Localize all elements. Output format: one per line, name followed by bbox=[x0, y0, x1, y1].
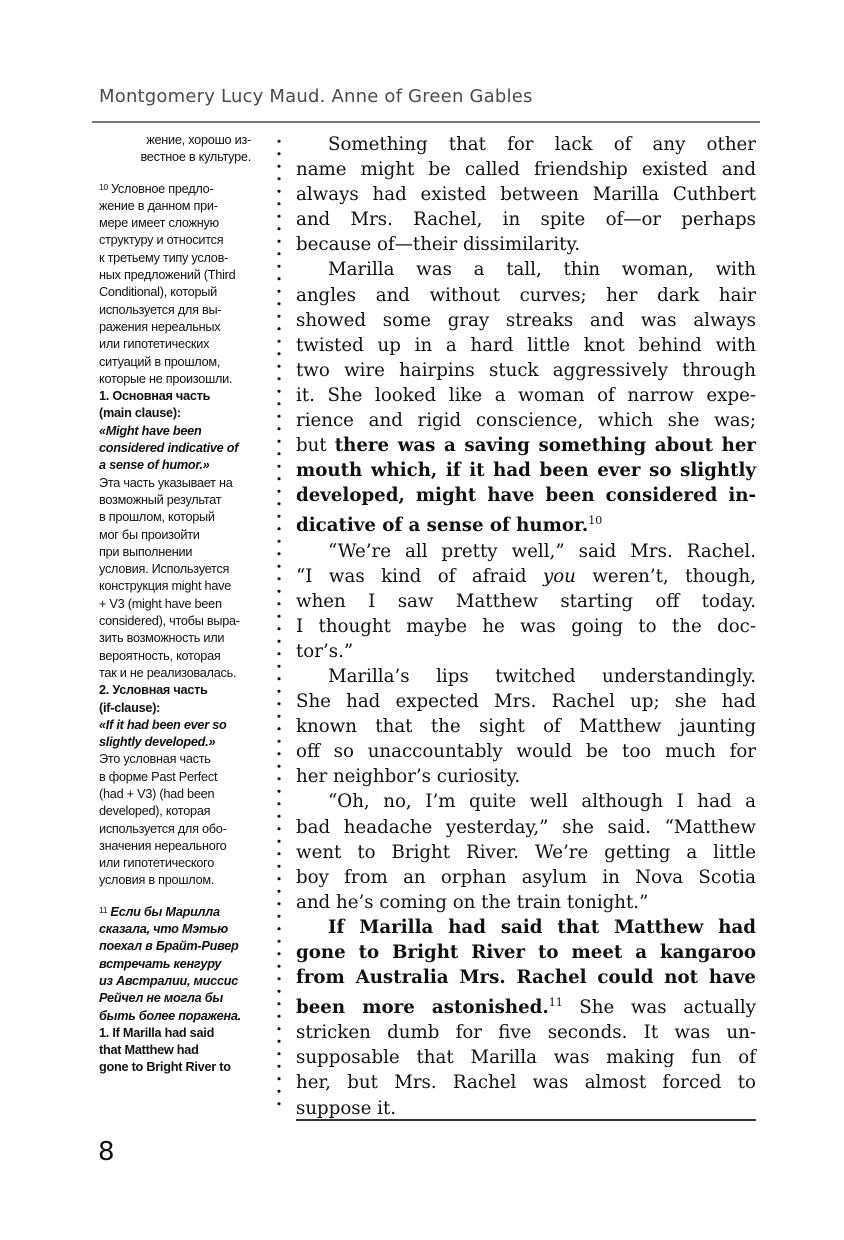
page-number: 8 bbox=[98, 1137, 115, 1167]
dotted-separator bbox=[277, 135, 281, 1108]
footnote-10: $^{10}$ Условное предло- жение в данном при- мере имеет сложную структуру и относится к третьему типу услов- ных предложений (Third Conditional), который используется для вы- ражения нереальных или гипотетических ситуаций в прошлом, которые не произошли. 1. Основная часть (main clause): «Might have been considered indicative of a sense of humor.» Эта часть указывает на возможный результат в прошлом, который мог бы произойти при выполнении условия. Используется конструкция might have + V3 (might have been considered), чтобы выра- зить возможность или вероятность, которая так и не реализовалась. 2. Условная часть (if-clause): «If it had been ever so slightly developed.» Это условная часть в форме Past Perfect (had + V3) (had been developed), которая используется для обо- значения нереального или гипотетического условия в прошлом. bbox=[99, 181, 240, 888]
footnote-number: 10 bbox=[99, 181, 108, 192]
footnote-ref[interactable]: 11 bbox=[548, 996, 563, 1010]
footnote-sidebar bbox=[99, 132, 259, 1077]
paragraph: Marilla was a tall, thin woman, with angles and without curves; her dark hair showed some gray streaks and was always twisted up in a hard little knot behind with two wire hairpins stuck aggressively through it. She looked like a woman of narrow expe- rience and rigid conscience, which she was; but there was a saving something about her mouth which, if it had been ever so slightly developed, might have been considered in- dicative of a sense of humor.$^{10}$ bbox=[296, 259, 756, 537]
bottom-rule bbox=[296, 1119, 756, 1121]
paragraph: “Oh, no, I’m quite well although I had a bad headache yesterday,” she said. “Matthew went to Bright River. We’re getting a little boy from an orphan asylum in Nova Scotia and he’s coming on the train tonight.” bbox=[296, 791, 756, 913]
header-rule bbox=[92, 121, 760, 123]
footnote-number: 11 bbox=[99, 904, 108, 915]
paragraph: If Marilla had said that Matthew had gone to Bright River to meet a kangaroo from Australia Mrs. Rachel could not have been more astonished.$^{11}$ She was actually stricken dumb for five seconds. It was un- supposable that Marilla was making fun of her, but Mrs. Rachel was almost forced to suppose it. bbox=[296, 916, 756, 1119]
paragraph: “We’re all pretty well,” said Mrs. Rachel. “I was kind of afraid you weren’t, though, when I saw Matthew starting off today. I thought maybe he was going to the doc- tor’s.” bbox=[296, 540, 756, 662]
footnote-line: вестное в культуре. bbox=[140, 150, 251, 165]
footnote-ref[interactable]: 10 bbox=[588, 514, 603, 528]
footnote-line: жение, хорошо из- bbox=[146, 133, 251, 147]
running-header: Montgomery Lucy Maud. Anne of Green Gables bbox=[99, 86, 533, 107]
paragraph: Marilla’s lips twitched understandingly. She had expected Mrs. Rachel up; she had known that the sight of Matthew jaunting off so unaccountably would be too much for her neighbor’s curiosity. bbox=[296, 665, 756, 788]
paragraph: Something that for lack of any other name might be called friendship existed and always had existed between Marilla Cuthbert and Mrs. Rachel, in spite of—or perhaps because of—their dissimilarity. bbox=[296, 134, 756, 256]
footnote-continuation bbox=[99, 132, 259, 167]
main-text bbox=[296, 132, 756, 1121]
footnote-11: $^{11}$ Если бы Марилла сказала, что Мэтью поехал в Брайт-Ривер встречать кенгуру из Австралии, миссис Рейчел не могла бы быть более поражена. 1. If Marilla had said that Matthew had gone to Bright River to bbox=[99, 904, 241, 1075]
